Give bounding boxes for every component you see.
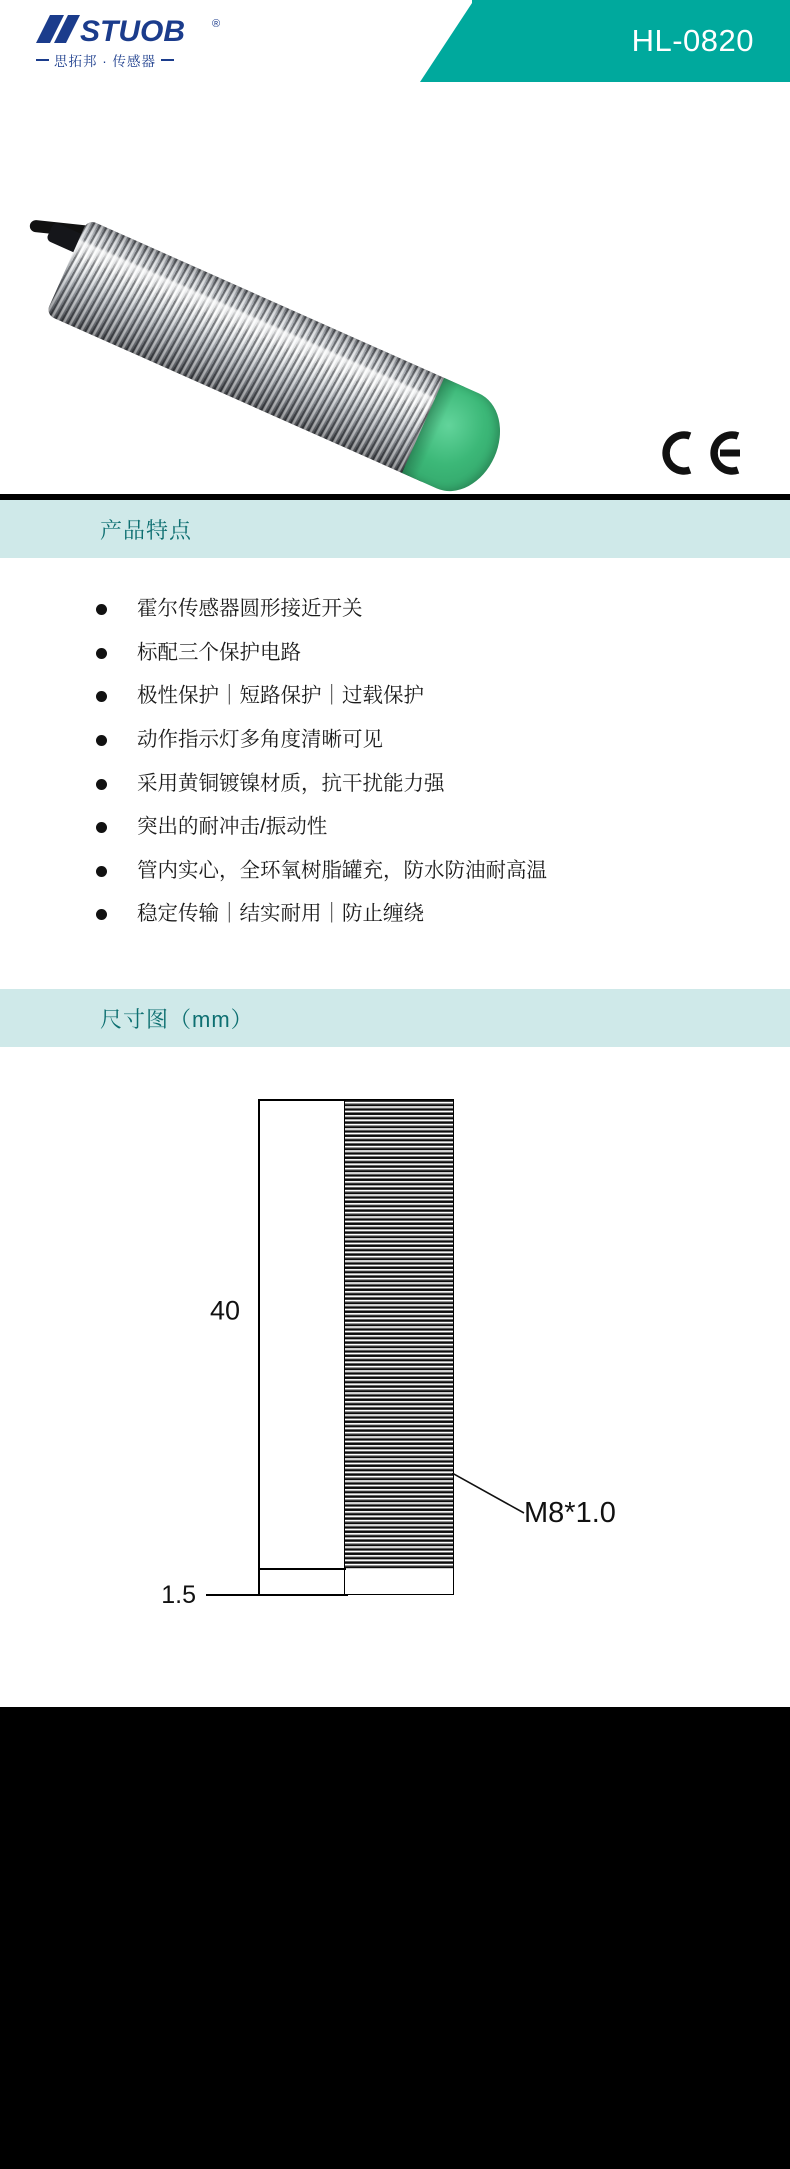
list-item-label: 极性保护｜短路保护｜过载保护 (137, 684, 424, 708)
dimension-label-thread: M8*1.0 (524, 1497, 616, 1529)
bullet-icon (96, 648, 107, 659)
dimension-label-tip: 1.5 (161, 1581, 196, 1609)
bullet-icon (96, 604, 107, 615)
sensor-body (46, 219, 472, 485)
logo-rule-right (161, 59, 174, 61)
bullet-icon (96, 779, 107, 790)
list-item (96, 814, 790, 840)
bullet-icon (96, 822, 107, 833)
dimensions-section-header (0, 989, 790, 1047)
extension-line-bottom (258, 1568, 346, 1570)
features-section-title: 产品特点 (100, 517, 193, 543)
list-item (96, 901, 790, 927)
list-item (96, 858, 790, 884)
dimensions-section (0, 989, 790, 1707)
page-header (0, 0, 790, 82)
dimension-label-length: 40 (204, 1294, 246, 1329)
dimensions-section-title: 尺寸图（mm） (100, 1006, 254, 1032)
svg-text:STUOB: STUOB (80, 15, 185, 48)
list-item-label: 动作指示灯多角度清晰可见 (137, 727, 383, 751)
list-item (96, 596, 790, 622)
extension-line-tip (206, 1594, 348, 1596)
logo-subtitle (36, 50, 266, 70)
list-item-label: 霍尔传感器圆形接近开关 (137, 597, 363, 620)
list-item-label: 稳定传输｜结实耐用｜防止缠绕 (137, 902, 424, 926)
list-item-label: 管内实心，全环氧树脂罐充，防水防油耐高温 (137, 858, 547, 882)
dimension-drawing-wrap (0, 1047, 790, 1707)
threaded-barrel-drawing (344, 1099, 454, 1569)
extension-line-top (258, 1099, 346, 1101)
dimension-line-length (258, 1099, 260, 1569)
model-number: HL-0820 (631, 23, 754, 58)
logo-wordmark (36, 14, 266, 48)
dimension-drawing (0, 1075, 790, 1685)
list-item (96, 683, 790, 709)
list-item (96, 640, 790, 666)
dimension-line-tip (258, 1569, 260, 1595)
features-list-wrap (0, 558, 790, 989)
list-item-label: 标配三个保护电路 (137, 640, 301, 664)
logo-rule-left (36, 59, 49, 61)
product-photo (0, 82, 790, 494)
sensing-face-drawing (344, 1569, 454, 1595)
logo-subtitle-text: 思拓邦 · 传感器 (54, 54, 156, 69)
bullet-icon (96, 691, 107, 702)
footer-spacer (0, 1707, 790, 1725)
bullet-icon (96, 866, 107, 877)
bullet-icon (96, 909, 107, 920)
bullet-icon (96, 735, 107, 746)
svg-text:®: ® (212, 18, 221, 30)
ce-mark-icon (654, 430, 742, 476)
brand-logo (36, 14, 266, 70)
list-item-label: 采用黄铜镀镍材质，抗干扰能力强 (137, 771, 445, 795)
list-item (96, 727, 790, 753)
list-item (96, 771, 790, 797)
features-list (0, 596, 790, 927)
list-item-label: 突出的耐冲击/振动性 (137, 815, 328, 839)
logo-wordmark-icon (36, 13, 236, 49)
